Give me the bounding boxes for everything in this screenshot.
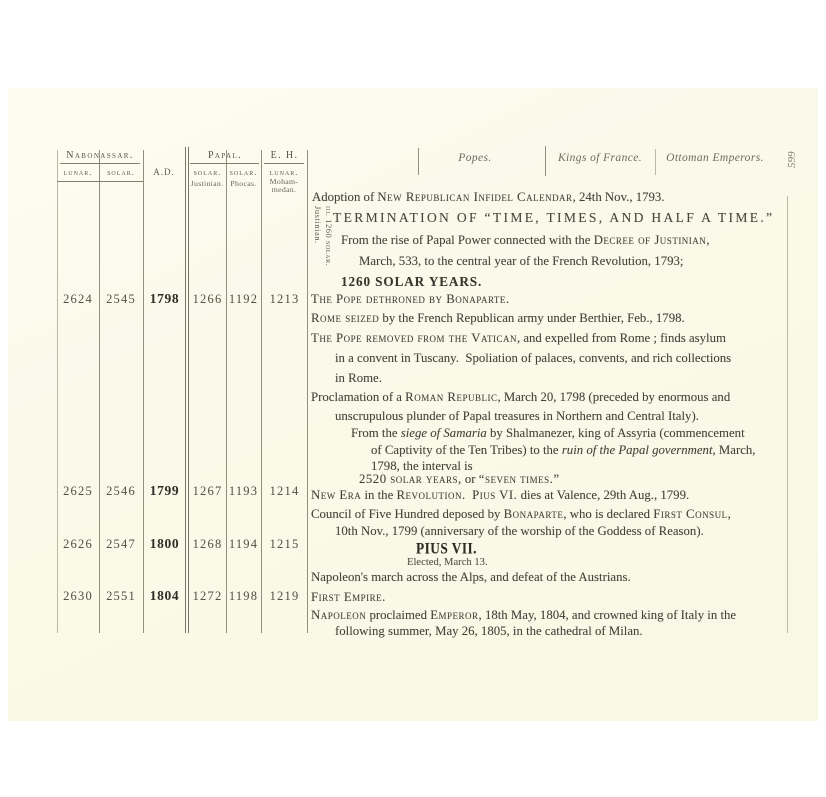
text-line: unscrupulous plunder of Papal treasures in Northern and Central Italy). xyxy=(335,409,699,423)
table-rule xyxy=(190,163,259,164)
cell-phocas: 1194 xyxy=(228,537,259,551)
column-header-lunar: lunar. xyxy=(63,167,93,177)
text-line: following summer, May 26, 1805, in the cathedral of Milan. xyxy=(335,624,643,638)
cell-eh: 1219 xyxy=(269,589,300,603)
text-line: From the rise of Papal Power connected with the Decree of Justinian, xyxy=(341,233,710,247)
text-line: First Empire. xyxy=(311,590,386,604)
cell-phocas: 1193 xyxy=(228,484,259,498)
cell-justinian: 1267 xyxy=(192,484,223,498)
text-line: in a convent in Tuscany. Spoliation of palaces, convents, and rich collections xyxy=(335,351,732,365)
cell-justinian: 1272 xyxy=(192,589,223,603)
column-header-solar-justinian: solar. xyxy=(193,167,222,177)
text-line: of Captivity of the Ten Tribes) to the ruin of the Papal government, March, xyxy=(371,443,756,457)
table-rule xyxy=(57,150,58,633)
cell-ad: 1804 xyxy=(149,588,180,603)
text-line: New Era in the Revolution. Pius VI. dies at Valence, 29th Aug., 1799. xyxy=(311,488,690,502)
cell-eh: 1214 xyxy=(269,484,300,498)
text-line: Adoption of New Republican Infidel Calendar, 24th Nov., 1793. xyxy=(312,190,665,204)
text-line: Napoleon's march across the Alps, and defeat of the Austrians. xyxy=(311,570,631,584)
column-header-kings-of-france: Kings of France. xyxy=(557,152,643,164)
column-header-phocas: Phocas. xyxy=(230,179,257,188)
cell-lunar: 2625 xyxy=(63,484,93,498)
cell-ad: 1800 xyxy=(149,536,180,551)
table-header-papal: Papal. xyxy=(207,150,243,161)
text-line: The Pope removed from the Vatican, and expelled from Rome ; finds asylum xyxy=(311,331,726,345)
table-rule xyxy=(185,147,186,633)
text-line: 1260 SOLAR YEARS. xyxy=(341,274,483,289)
cell-ad: 1798 xyxy=(149,291,180,306)
text-line: Napoleon proclaimed Emperor, 18th May, 1804, and crowned king of Italy in the xyxy=(311,608,737,622)
column-header-mohammedan: medan. xyxy=(271,185,297,194)
table-rule xyxy=(143,150,144,633)
column-separator xyxy=(655,149,656,175)
cell-solar: 2547 xyxy=(106,537,136,551)
text-line: 2520 solar years, or “seven times.” xyxy=(359,472,560,486)
cell-phocas: 1198 xyxy=(228,589,259,603)
table-header-eh: E. H. xyxy=(270,150,299,161)
cell-lunar: 2626 xyxy=(63,537,93,551)
column-header-solar: solar. xyxy=(107,167,135,177)
table-rule xyxy=(264,163,304,164)
text-line: 1798, the interval is xyxy=(371,459,473,473)
text-line: The Pope dethroned by Bonaparte. xyxy=(311,292,510,306)
cell-justinian: 1268 xyxy=(192,537,223,551)
table-rule xyxy=(188,147,189,633)
text-line: 10th Nov., 1799 (anniversary of the worship of the Goddess of Reason). xyxy=(335,524,704,538)
cell-eh: 1213 xyxy=(269,292,300,306)
text-line: From the siege of Samaria by Shalmanezer, king of Assyria (commencement xyxy=(351,426,745,440)
table-rule xyxy=(60,163,140,164)
cell-phocas: 1192 xyxy=(228,292,259,306)
text-line: in Rome. xyxy=(335,371,382,385)
text-line: Proclamation of a Roman Republic, March 20, 1798 (preceded by enormous and xyxy=(311,390,731,404)
cell-solar: 2546 xyxy=(106,484,136,498)
cell-lunar: 2630 xyxy=(63,589,93,603)
cell-solar: 2551 xyxy=(106,589,136,603)
column-header-mohammedan: Moham- xyxy=(269,177,299,186)
cell-eh: 1215 xyxy=(269,537,300,551)
text-line: TERMINATION OF “TIME, TIMES, AND HALF A TIME.” xyxy=(333,210,775,225)
cell-lunar: 2624 xyxy=(63,292,93,306)
cell-solar: 2545 xyxy=(106,292,136,306)
page-number: 599 xyxy=(786,151,798,168)
table-rule xyxy=(99,150,100,633)
column-separator xyxy=(545,146,546,176)
text-line: Elected, March 13. xyxy=(407,557,488,568)
column-header-solar-phocas: solar. xyxy=(229,167,258,177)
table-rule xyxy=(57,181,143,182)
column-separator xyxy=(418,148,419,175)
table-header-nabonassar: Nabonassar. xyxy=(66,150,134,161)
table-rule xyxy=(307,150,308,633)
text-line: Council of Five Hundred deposed by Bonaparte, who is declared First Consul, xyxy=(311,507,732,521)
column-header-eh-lunar: lunar. xyxy=(269,167,299,177)
table-rule xyxy=(261,150,262,633)
marginal-note-line: iii. 1260 solar. xyxy=(324,206,333,267)
column-header-ad: A.D. xyxy=(153,167,175,177)
cell-justinian: 1266 xyxy=(192,292,223,306)
text-line: Rome seized by the French Republican army under Berthier, Feb., 1798. xyxy=(311,311,685,325)
text-line: PIUS VII. xyxy=(416,540,477,558)
text-line: March, 533, to the central year of the French Revolution, 1793; xyxy=(359,254,684,268)
column-header-justinian: Justinian. xyxy=(190,179,224,188)
marginal-note-line: Justinian. xyxy=(313,206,322,244)
text-margin-rule xyxy=(787,196,788,633)
marginal-note xyxy=(312,206,334,306)
column-header-ottoman-emperors: Ottoman Emperors. xyxy=(666,152,764,164)
column-header-popes: Popes. xyxy=(458,152,492,164)
cell-ad: 1799 xyxy=(149,483,180,498)
table-rule xyxy=(226,150,227,633)
